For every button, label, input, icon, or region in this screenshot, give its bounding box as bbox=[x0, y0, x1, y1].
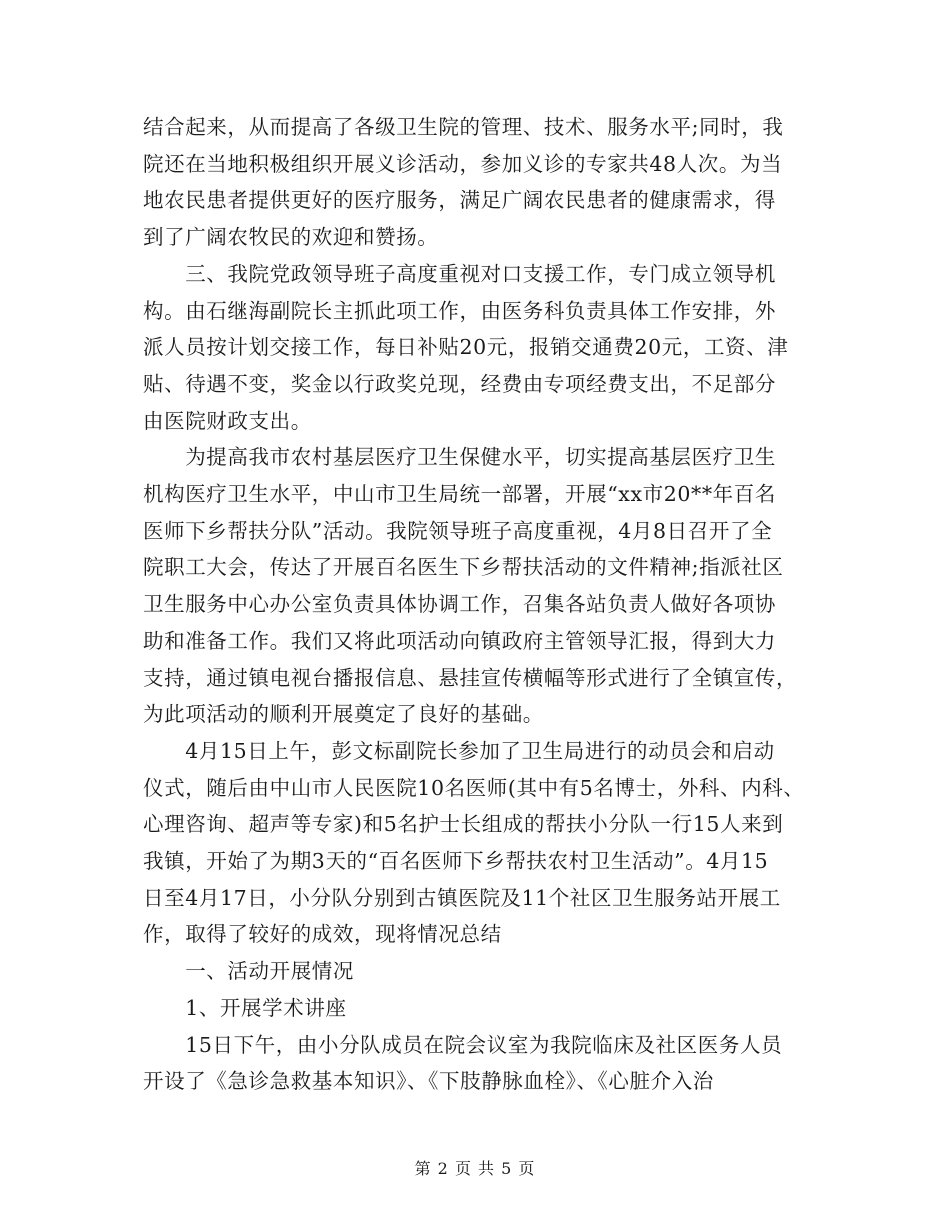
text-line: 作，取得了较好的成效，现将情况总结 bbox=[143, 922, 502, 946]
text-line: 为提高我市农村基层医疗卫生保健水平，切实提高基层医疗卫生 bbox=[143, 445, 776, 469]
text-line: 卫生服务中心办公室负责具体协调工作，召集各站负责人做好各项协 bbox=[143, 592, 776, 616]
page-footer: 第 2 页 共 5 页 bbox=[414, 1159, 536, 1178]
text-line: 15日下午，由小分队成员在院会议室为我院临床及社区医务人员 bbox=[143, 1033, 783, 1057]
text-line: 1、开展学术讲座 bbox=[143, 996, 347, 1020]
text-line: 助和准备工作。我们又将此项活动向镇政府主管领导汇报，得到大力 bbox=[143, 629, 776, 653]
text-line: 结合起来，从而提高了各级卫生院的管理、技术、服务水平;同时，我 bbox=[143, 115, 784, 139]
text-line: 构。由石继海副院长主抓此项工作，由医务科负责具体工作安排，外 bbox=[143, 299, 776, 323]
text-line: 机构医疗卫生水平，中山市卫生局统一部署，开展“xx市20**年百名 bbox=[143, 482, 776, 506]
text-line: 仪式，随后由中山市人民医院10名医师(其中有5名博士，外科、内科、 bbox=[143, 776, 805, 800]
text-line: 心理咨询、超声等专家)和5名护士长组成的帮扶小分队一行15人来到 bbox=[143, 812, 784, 836]
text-line: 三、我院党政领导班子高度重视对口支援工作，专门成立领导机 bbox=[143, 262, 776, 286]
text-line: 派人员按计划交接工作，每日补贴20元，报销交通费20元，工资、津 bbox=[143, 335, 789, 359]
text-line: 一、活动开展情况 bbox=[143, 959, 354, 983]
text-line: 到了广阔农牧民的欢迎和赞扬。 bbox=[143, 225, 439, 249]
text-line: 院还在当地积极组织开展义诊活动，参加义诊的专家共48人次。为当 bbox=[143, 152, 783, 176]
text-line: 4月15日上午，彭文标副院长参加了卫生局进行的动员会和启动 bbox=[143, 739, 775, 763]
text-line: 贴、待遇不变，奖金以行政奖兑现，经费由专项经费支出，不足部分 bbox=[143, 372, 776, 396]
text-line: 日至4月17日，小分队分别到古镇医院及11个社区卫生服务站开展工 bbox=[143, 886, 781, 910]
text-line: 我镇，开始了为期3天的“百名医师下乡帮扶农村卫生活动”。4月15 bbox=[143, 849, 769, 873]
text-line: 医师下乡帮扶分队”活动。我院领导班子高度重视，4月8日召开了全 bbox=[143, 519, 773, 543]
text-line: 院职工大会，传达了开展百名医生下乡帮扶活动的文件精神;指派社区 bbox=[143, 555, 784, 579]
text-line: 为此项活动的顺利开展奠定了良好的基础。 bbox=[143, 702, 544, 726]
text-line: 支持，通过镇电视台播报信息、悬挂宣传横幅等形式进行了全镇宣传， bbox=[143, 666, 798, 690]
text-line: 由医院财政支出。 bbox=[143, 409, 312, 433]
text-line: 地农民患者提供更好的医疗服务，满足广阔农民患者的健康需求，得 bbox=[143, 188, 776, 212]
text-line: 开设了《急诊急救基本知识》、《下肢静脉血栓》、《心脏介入治 bbox=[143, 1069, 714, 1093]
